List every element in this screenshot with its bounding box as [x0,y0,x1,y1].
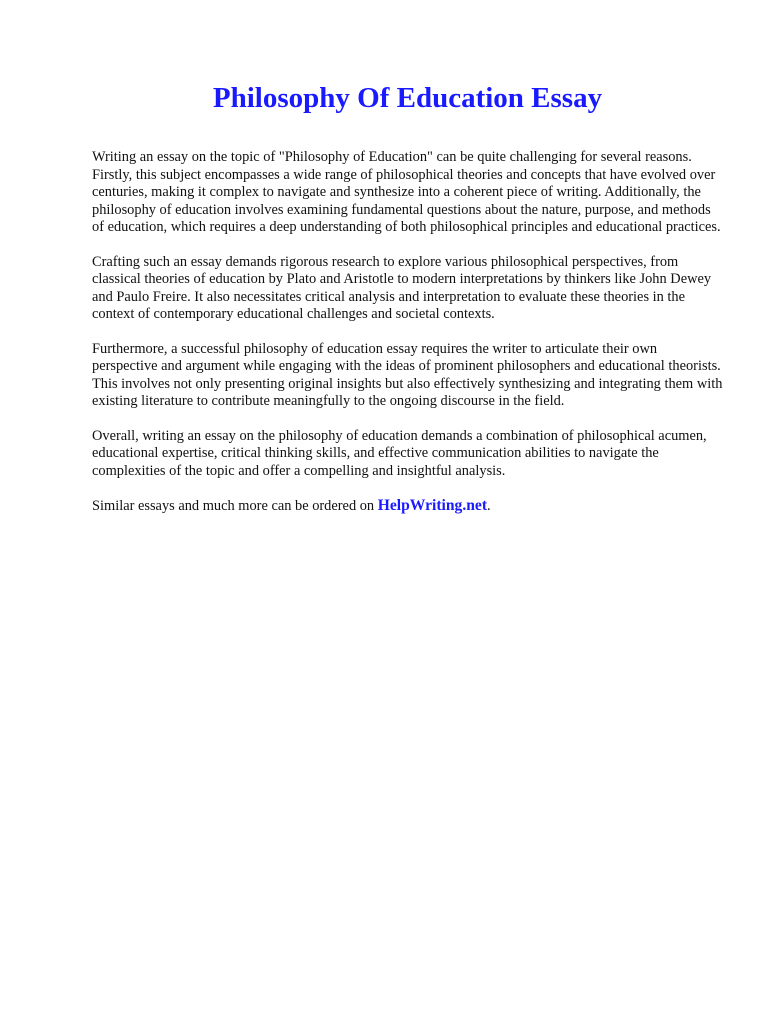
paragraph-2: Crafting such an essay demands rigorous research to explore various philosophical perspectives, from classical theories of education by Plato and Aristotle to modern interpretations by thinkers like John Dewey and Paulo Freire. It also necessitates critical analysis and interpretation to evaluate these theories in the context of contemporary educational challenges and societal contexts. [92,253,712,322]
page-title: Philosophy Of Education Essay [212,82,603,114]
footer-suffix: . [487,498,491,514]
helpwriting-link[interactable]: HelpWriting.net [377,497,488,514]
footer-prefix: Similar essays and much more can be ordered on [92,498,378,514]
paragraph-3: Furthermore, a successful philosophy of education essay requires the writer to articulate their own perspective and argument while engaging with the ideas of prominent philosophers and educational theorists. This involves not only presenting original insights but also effectively synthesizing and integrating them with existing literature to contribute meaningfully to the ongoing discourse in the field. [92,340,723,409]
paragraph-4: Overall, writing an essay on the philosophy of education demands a combination of philosophical acumen, educational expertise, critical thinking skills, and effective communication abilities to navigate the complexities of the topic and offer a compelling and insightful analysis. [92,427,707,479]
footer-line [92,497,723,516]
paragraph-1: Writing an essay on the topic of "Philosophy of Education" can be quite challenging for several reasons. Firstly, this subject encompasses a wide range of philosophical theories and concepts that have evolved over centuries, making it complex to navigate and synthesize into a coherent piece of writing. Additionally, the philosophy of education involves examining fundamental questions about the nature, purpose, and methods of education, which requires a deep understanding of both philosophical principles and educational practices. [92,149,721,235]
